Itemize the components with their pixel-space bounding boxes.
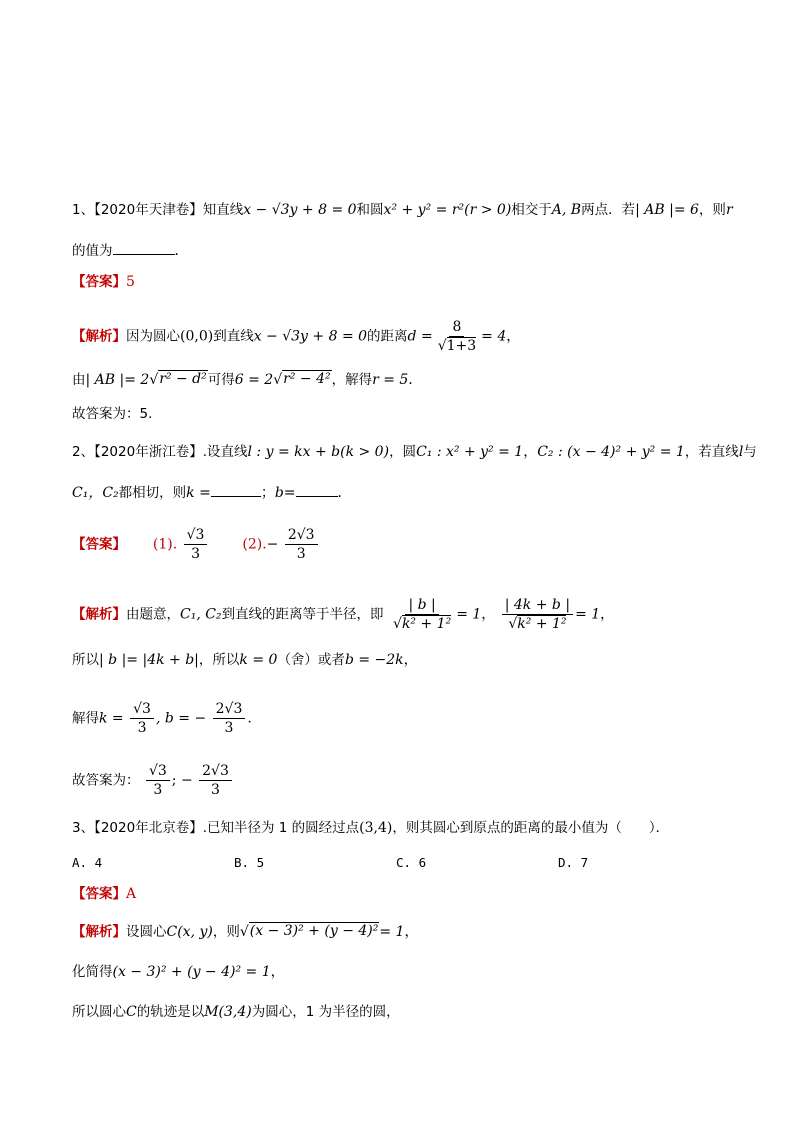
q2-eq: = 1	[456, 606, 482, 623]
sqrt-expression: √ (x − 3)² + (y − 4)²	[239, 923, 379, 940]
q2-k-fraction	[130, 700, 154, 737]
q2-circle-c1: C₁ : x² + y² = 1	[416, 444, 524, 460]
q3-option-b[interactable]: B. 5	[234, 855, 265, 870]
q2-text: 都相切，则	[118, 485, 187, 501]
q2-k-label: k =	[186, 485, 211, 501]
q2-number: 2、	[72, 444, 95, 460]
radicand: k² + 1²	[517, 616, 567, 632]
q2-var-l: l	[738, 444, 744, 460]
q3-analysis-line3	[72, 1002, 400, 1022]
q2-formula: , b = −	[155, 710, 207, 727]
q2-punct: ，	[600, 606, 615, 623]
q3-text: 所以圆心	[72, 1004, 126, 1020]
fraction-denominator: √k² + 1²	[508, 616, 567, 632]
q3-answer-value: A	[126, 886, 137, 902]
q3-formula: = 1	[379, 924, 405, 940]
q2-k-blank[interactable]	[211, 482, 261, 497]
q1-analysis-label: 【解析】	[72, 328, 126, 345]
fraction-numerator: 2√3	[199, 762, 232, 781]
q1-answer-label: 【答案】	[72, 274, 126, 290]
fraction-denominator: 3	[153, 782, 163, 798]
q1-answer-blank[interactable]	[113, 240, 175, 255]
q2-answer	[72, 526, 320, 563]
q1-text: 和圆	[356, 202, 384, 218]
q2-punct: ，	[481, 606, 496, 623]
q3-analysis-line1	[72, 922, 418, 942]
q1-stem-line1	[72, 200, 733, 220]
q2-analysis-label: 【解析】	[72, 606, 126, 623]
radicand: 1+3	[446, 338, 477, 354]
q1-analysis-line1	[72, 318, 520, 355]
fraction-denominator: 3	[137, 720, 147, 736]
q2-circles: C₁，C₂	[72, 485, 119, 501]
sqrt-expression: √ r² − 4²	[273, 371, 331, 388]
q3-option-c[interactable]: C. 6	[396, 855, 427, 870]
q2-b-fraction	[213, 700, 246, 737]
fraction-numerator: | 4k + b |	[502, 596, 573, 615]
q2-text: （舍）或者	[277, 652, 345, 668]
q2-text: ，圆	[389, 444, 417, 460]
fraction-numerator: 8	[449, 318, 464, 337]
q1-text: ，解得	[331, 372, 373, 388]
q1-line-equation: x − √3y + 8 = 0	[243, 202, 357, 218]
fraction-denominator: √k² + 1²	[393, 616, 452, 632]
q2-fraction-2	[502, 596, 573, 633]
q2-text: ，若直线	[684, 444, 739, 460]
q1-punct: ．	[408, 372, 423, 388]
fraction-numerator: √3	[184, 526, 208, 545]
q2-answer-1-index: (1).	[152, 536, 178, 553]
q2-eq: = 1	[575, 606, 601, 623]
q3-analysis-label: 【解析】	[72, 924, 126, 940]
q3-punct: ，	[404, 924, 419, 940]
q2-analysis-line2	[72, 650, 418, 670]
q3-formula: (x − 3)² + (y − 4)² = 1	[112, 964, 271, 980]
q3-stem	[72, 818, 669, 838]
q3-source: 【2020年北京卷】	[94, 820, 203, 836]
q1-text: 的值为	[72, 243, 113, 259]
q1-text: 的距离	[367, 328, 408, 345]
q1-center: (0,0)	[180, 328, 214, 345]
q1-text: 由	[72, 372, 86, 388]
fraction-numerator: | b |	[405, 596, 438, 615]
q1-text: 可得	[207, 372, 235, 388]
q2-formula: | b |= |4k + b|	[99, 652, 199, 668]
q1-answer-value: 5	[126, 274, 135, 290]
q1-distance-result: = 4	[481, 328, 507, 345]
q1-condition: | AB |= 6	[635, 202, 699, 218]
q2-answer-2-index: (2).	[242, 536, 267, 553]
q3-answer	[72, 884, 136, 904]
q2-text: 所以	[72, 652, 99, 668]
q1-formula: 6 = 2	[234, 372, 274, 388]
q3-option-a[interactable]: A. 4	[72, 855, 103, 870]
q3-analysis-line2	[72, 962, 285, 982]
q1-answer	[72, 272, 135, 292]
q2-analysis-line1	[72, 596, 614, 633]
q3-point-m: M(3,4)	[204, 1004, 252, 1020]
fraction-denominator: √1+3	[437, 338, 477, 354]
q1-var-r: r	[725, 202, 733, 218]
q3-text: ，则	[212, 924, 240, 940]
q1-line-equation: x − √3y + 8 = 0	[253, 328, 368, 345]
q2-end: ．	[337, 485, 352, 501]
q2-fraction-1	[390, 596, 454, 633]
q2-text: 到直线的距离等于半径，即	[221, 606, 384, 623]
q1-formula: | AB |= 2	[85, 372, 150, 388]
fraction-denominator: 3	[191, 546, 201, 562]
q2-final-fraction-2	[199, 762, 232, 799]
q2-punct: ; −	[171, 772, 193, 789]
q1-points: A, B	[551, 202, 582, 218]
q3-punct: ，	[270, 964, 285, 980]
q1-stem-line2	[72, 240, 189, 261]
sqrt-expression: √ r² − d²	[149, 371, 207, 388]
q2-answer-2	[285, 526, 318, 563]
fraction-denominator: 3	[211, 782, 220, 798]
q3-text: 为圆心，1 为半径的圆，	[251, 1004, 400, 1020]
q3-point: (3,4)	[359, 820, 393, 836]
q2-source: 【2020年浙江卷】	[94, 444, 203, 460]
q2-circle-c2: C₂ : (x − 4)² + y² = 1	[537, 444, 685, 460]
q1-final: 故答案为：5．	[72, 406, 162, 422]
q2-b-label: b=	[274, 485, 296, 501]
q2-analysis-line3	[72, 700, 252, 737]
q1-distance-var: d =	[407, 328, 433, 345]
q2-text: ，所以	[198, 652, 240, 668]
q2-answer-label: 【答案】	[72, 536, 126, 553]
q2-text: 故答案为：	[72, 772, 140, 789]
q1-number: 1、	[72, 202, 95, 218]
q2-stem-line2	[72, 482, 352, 503]
q3-text: 的轨迹是以	[136, 1004, 205, 1020]
fraction-numerator: √3	[130, 700, 154, 719]
q3-text: 化简得	[72, 964, 113, 980]
fraction-numerator: 2√3	[213, 700, 246, 719]
q2-formula: k = 0	[239, 652, 278, 668]
q2-final	[72, 762, 234, 799]
q1-distance-fraction	[435, 318, 479, 355]
fraction-denominator: 3	[224, 720, 234, 736]
q1-text: 因为圆心	[126, 328, 180, 345]
q2-punct: ；	[260, 485, 275, 501]
q2-circles: C₁, C₂	[180, 606, 222, 623]
q2-text: 解得	[72, 710, 99, 727]
q3-number: 3、	[72, 820, 95, 836]
fraction-numerator: √3	[146, 762, 170, 781]
q2-answer-1	[184, 526, 208, 563]
q1-circle-equation: x² + y² = r²(r > 0)	[383, 202, 512, 218]
q3-text: ，则其圆心到原点的距离的最小值为（ ）．	[392, 820, 670, 836]
q3-text: 设圆心	[126, 924, 167, 940]
q1-source: 【2020年天津卷】	[94, 202, 203, 218]
q1-result: r = 5	[372, 372, 409, 388]
q2-stem-line1	[72, 442, 757, 462]
q1-text: 两点．若	[581, 202, 636, 218]
fraction-denominator: 3	[296, 546, 306, 562]
q3-center: C(x, y)	[166, 924, 213, 940]
fraction-numerator: 2√3	[285, 526, 318, 545]
q2-b-blank[interactable]	[296, 482, 338, 497]
q2-final-fraction-1	[146, 762, 170, 799]
q3-text: .已知半径为 1 的圆经过点	[202, 820, 360, 836]
radicand: (x − 3)² + (y − 4)²	[249, 923, 379, 939]
q2-line-equation: l : y = kx + b(k > 0)	[247, 444, 390, 460]
q3-option-d[interactable]: D. 7	[558, 855, 589, 870]
q2-formula: b = −2k	[344, 652, 404, 668]
q1-text: 到直线	[213, 328, 254, 345]
radicand: r² − 4²	[283, 371, 331, 387]
q2-formula: k =	[99, 710, 124, 727]
q2-text: .设直线	[202, 444, 248, 460]
q3-answer-label: 【答案】	[72, 886, 126, 902]
radicand: k² + 1²	[401, 616, 452, 632]
q1-text: ，则	[698, 202, 726, 218]
q1-end: ．	[174, 243, 189, 259]
radicand: r² − d²	[159, 371, 207, 387]
q2-text: 与	[743, 444, 757, 460]
q1-analysis-line2	[72, 370, 422, 390]
q2-text: 由题意，	[126, 606, 180, 623]
q1-punct: ，	[506, 328, 521, 345]
q3-center: C	[126, 1004, 137, 1020]
q2-punct: .	[247, 710, 252, 727]
q2-punct: ，	[403, 652, 418, 668]
q1-text: 知直线	[202, 202, 244, 218]
q2-answer-2-sign: −	[266, 536, 279, 553]
q2-punct: ，	[523, 444, 538, 460]
q1-text: 相交于	[511, 202, 552, 218]
